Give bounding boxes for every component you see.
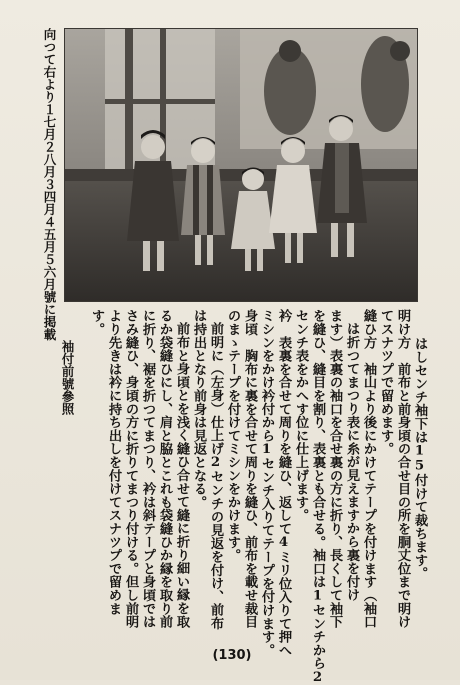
body-line: はしセンチ袖下は15付けて裁ちます。 xyxy=(412,337,427,580)
body-line: 身頃 胸布に裏を合せて周りを縫ひ、前布を載せ裁目 xyxy=(242,309,257,629)
body-line: ミシンをかけ衿付から1センチ入りてテープを付けます。 xyxy=(259,309,274,657)
body-line: 前明に（左身）仕上げ2センチの見返を付け、前布 xyxy=(208,322,223,630)
children-photograph xyxy=(64,28,418,302)
body-line: 縫ひ方 袖山より後にかけてテープを付けます（袖口 xyxy=(361,309,376,629)
body-line: ます）表裏の袖口を合せ裏の方に折り、長くして袖下 xyxy=(327,309,342,629)
body-line: を縫ひ、縫目を割り、表裏とも合せる。袖口は1センチから2 xyxy=(310,309,325,685)
body-line: す。 xyxy=(89,309,104,336)
page-number: (130) xyxy=(212,648,252,663)
body-line: のまゝテープを付けてミシンをかけます。 xyxy=(225,309,240,562)
body-line: てスナツプで留めます。 xyxy=(378,309,393,456)
body-line: センチ表をかへす位に仕上げます。 xyxy=(293,309,308,522)
body-line: さみ縫ひ、身頃の方に折りてまつり付ける。但し前明 xyxy=(123,309,138,629)
body-line: は折つてまつり表に糸が見えますから裏を付け xyxy=(344,322,359,602)
body-line: 衿 表裏を合せて周りを縫ひ、返して4ミリ位入りて押へ xyxy=(276,309,291,657)
photo-caption: 向つて右より１七月２八月３四月４五月５六月號に掲載 xyxy=(42,28,57,341)
body-line: に折り、裾を折つてまつり、衿は斜テープと身頃では xyxy=(140,309,155,629)
body-line: 前布と身頃とを浅く縫ひ合せて縫に折り細い縁を取 xyxy=(174,322,189,628)
body-line: は持出となり前身は見返となる。 xyxy=(191,309,206,509)
body-line: 明け方 前布と前身頃の合せ目の所を胴丈位まで明け xyxy=(395,309,410,629)
body-line: るか袋縫ひにし、肩と脇とこれも袋縫ひか縁を取り前 xyxy=(157,309,172,629)
side-note: 袖付前號參照 xyxy=(60,340,75,415)
body-line: より先きは衿に持ち出しを付けてスナツプで留めま xyxy=(106,309,121,615)
